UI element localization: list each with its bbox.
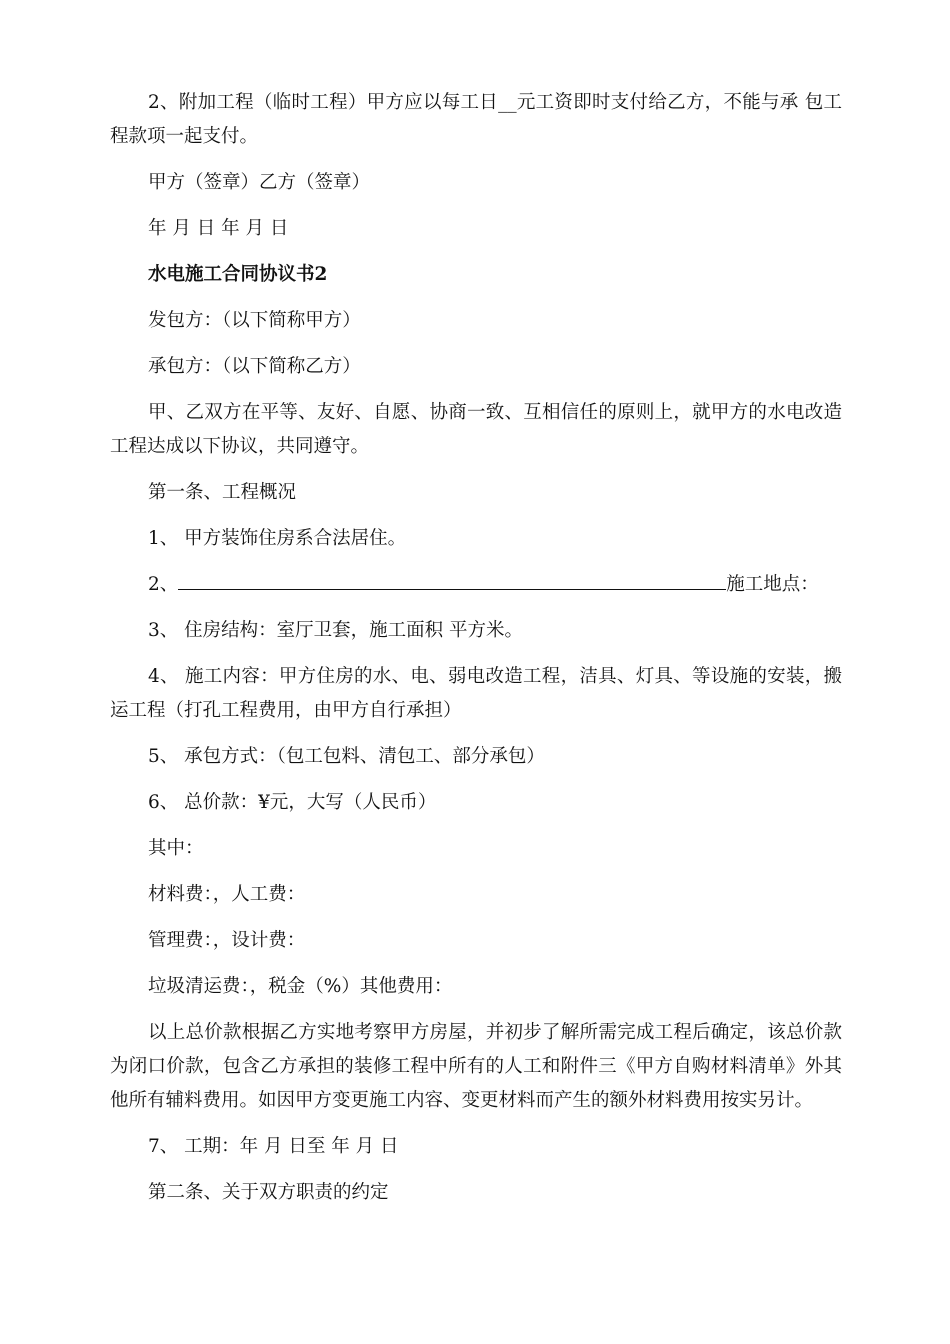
document-body [110, 86, 842, 1222]
item-1-legal-residence: 1、 甲方装饰住房系合法居住。 [148, 528, 407, 549]
paragraph-agreement-intro: 甲、乙双方在平等、友好、自愿、协商一致、互相信任的原则上，就甲方的水电改造工程达成以下协议，共同遵守。 [110, 402, 842, 457]
paragraph-price-explanation: 以上总价款根据乙方实地考察甲方房屋，并初步了解所需完成工程后确定，该总价款为闭口价款，包含乙方承担的装修工程中所有的人工和附件三《甲方自购材料清单》外其他所有辅料费用。如因甲方变更施工内容、变更材料而产生的额外材料费用按实另计。 [110, 1022, 842, 1111]
paragraph-material-labor-fee: 材料费：，人工费： [148, 884, 306, 905]
item-2-site-location [110, 568, 842, 602]
item-5-contract-mode: 5、 承包方式：（包工包料、清包工、部分承包） [148, 746, 545, 767]
paragraph-of-which: 其中： [148, 838, 204, 859]
item-2-prefix: 2、 [148, 574, 179, 595]
item-3-housing-structure: 3、 住房结构：室厅卫套，施工面积 平方米。 [148, 620, 524, 641]
paragraph-waste-tax-other: 垃圾清运费：，税金（%）其他费用： [148, 976, 453, 997]
paragraph-management-design-fee: 管理费：，设计费： [148, 930, 306, 951]
article-one-heading: 第一条、工程概况 [148, 482, 297, 503]
item-7-duration: 7、 工期：年 月 日至 年 月 日 [148, 1136, 399, 1157]
paragraph-extra-work-payment: 2、附加工程（临时工程）甲方应以每工日__元工资即时支付给乙方，不能与承 包工程款项一起支付。 [110, 92, 842, 147]
fill-in-blank-line [178, 569, 726, 590]
paragraph-contractor-b: 承包方：（以下简称乙方） [148, 356, 361, 377]
section-title: 水电施工合同协议书2 [148, 264, 328, 285]
paragraph-signatures: 甲方（签章）乙方（签章） [148, 172, 371, 193]
item-6-total-price: 6、 总价款：¥元，大写（人民币） [148, 792, 437, 813]
article-two-heading: 第二条、关于双方职责的约定 [148, 1182, 389, 1203]
item-2-suffix: 施工地点： [726, 574, 819, 595]
paragraph-dates: 年 月 日 年 月 日 [148, 218, 289, 239]
item-4-construction-content: 4、 施工内容：甲方住房的水、电、弱电改造工程，洁具、灯具、等设施的安装，搬运工程（打孔工程费用，由甲方自行承担） [110, 666, 842, 721]
paragraph-contractor-a: 发包方：（以下简称甲方） [148, 310, 361, 331]
